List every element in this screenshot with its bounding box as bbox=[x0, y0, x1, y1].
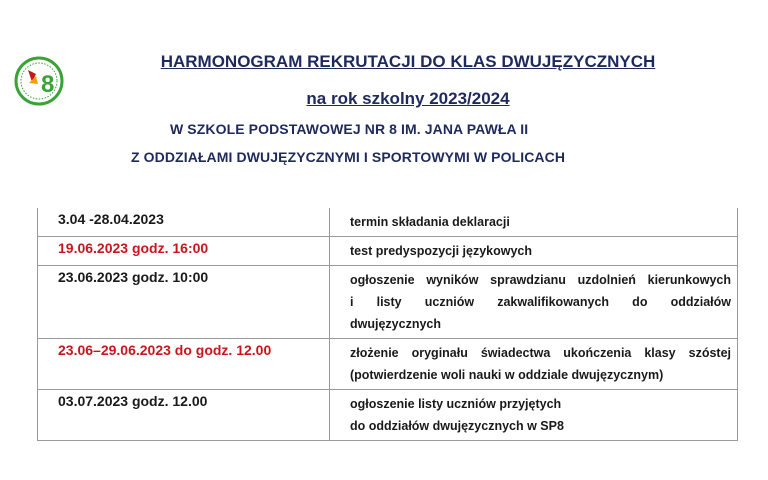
description-line: złożenie oryginału świadectwa ukończenia klasy szóstej bbox=[350, 346, 731, 360]
school-name: W SZKOLE PODSTAWOWEJ NR 8 IM. JANA PAWŁA II bbox=[170, 121, 529, 137]
table-row bbox=[38, 390, 738, 441]
row-date: 19.06.2023 godz. 16:00 bbox=[38, 237, 330, 266]
row-date: 3.04 -28.04.2023 bbox=[38, 208, 330, 237]
logo-number: 8 bbox=[41, 71, 55, 98]
description-line: test predyspozycji językowych bbox=[350, 244, 533, 258]
row-date: 23.06–29.06.2023 do godz. 12.00 bbox=[38, 339, 330, 390]
description-line: ogłoszenie listy uczniów przyjętych bbox=[350, 397, 562, 411]
page-title: HARMONOGRAM REKRUTACJI DO KLAS DWUJĘZYCZNYCH bbox=[160, 52, 656, 71]
table-row bbox=[38, 339, 738, 390]
school-description: Z ODDZIAŁAMI DWUJĘZYCZNYMI I SPORTOWYMI W POLICACH bbox=[131, 149, 566, 165]
row-description bbox=[330, 390, 738, 441]
school-year-title: na rok szkolny 2023/2024 bbox=[306, 89, 510, 108]
row-description bbox=[330, 266, 738, 339]
description-line: termin składania deklaracji bbox=[350, 215, 510, 229]
row-date: 03.07.2023 godz. 12.00 bbox=[38, 390, 330, 441]
row-date: 23.06.2023 godz. 10:00 bbox=[38, 266, 330, 339]
description-line: dwujęzycznych bbox=[350, 317, 441, 331]
row-description bbox=[330, 339, 738, 390]
description-line: do oddziałów dwujęzycznych w SP8 bbox=[350, 419, 564, 433]
table-row bbox=[38, 208, 738, 237]
description-line: i listy uczniów zakwalifikowanych do oddziałów bbox=[350, 295, 731, 309]
row-description bbox=[330, 208, 738, 237]
row-description bbox=[330, 237, 738, 266]
description-line: ogłoszenie wyników sprawdzianu uzdolnień kierunkowych bbox=[350, 273, 731, 287]
description-line: (potwierdzenie woli nauki w oddziale dwujęzycznym) bbox=[350, 368, 664, 382]
table-row bbox=[38, 266, 738, 339]
table-row bbox=[38, 237, 738, 266]
schedule-table bbox=[37, 208, 738, 441]
